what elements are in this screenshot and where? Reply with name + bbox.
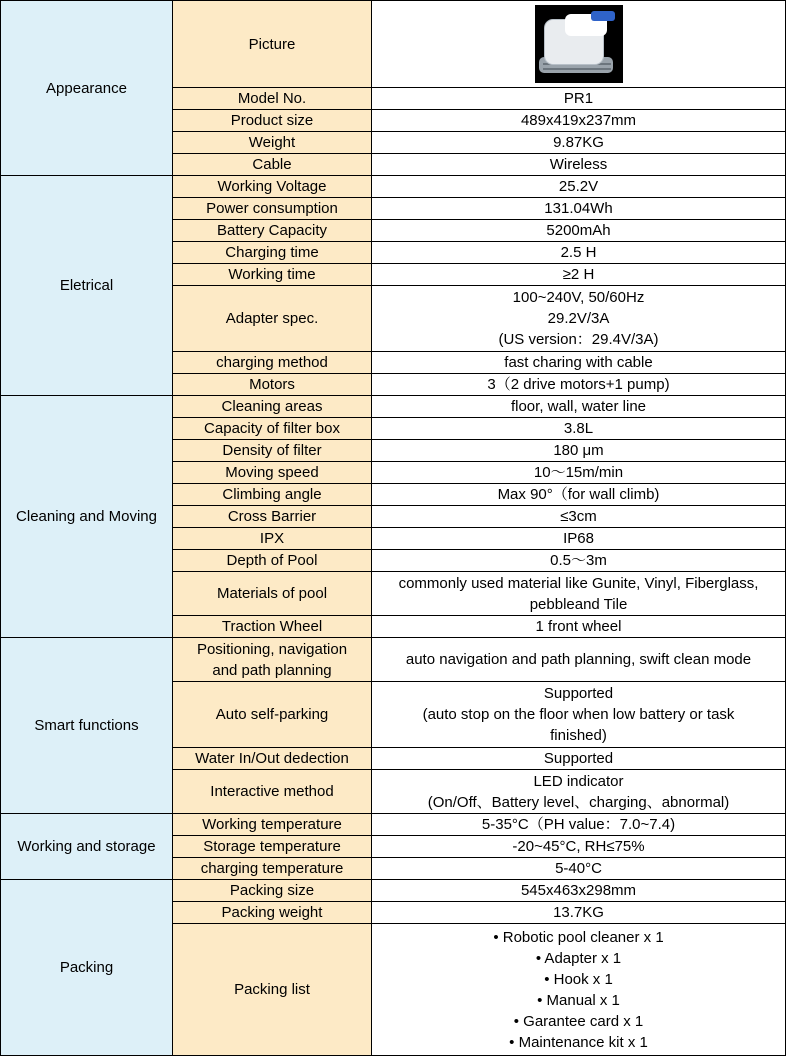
label-weight: Weight <box>173 132 372 154</box>
label-packing-size: Packing size <box>173 880 372 902</box>
value-working-voltage: 25.2V <box>372 176 786 198</box>
packing-list-item: • Manual x 1 <box>537 991 620 1009</box>
product-photo <box>535 5 623 83</box>
value-motors: 3（2 drive motors+1 pump) <box>372 374 786 396</box>
table-row <box>1 638 786 682</box>
parking-line: (auto stop on the floor when low battery or task <box>422 706 735 723</box>
value-filter-density: 180 μm <box>372 440 786 462</box>
label-picture: Picture <box>173 1 372 88</box>
photo-stripe-shape <box>543 68 611 70</box>
value-pool-depth: 0.5～3m <box>372 550 786 572</box>
parking-line: Supported <box>543 685 614 702</box>
value-water-detection: Supported <box>372 748 786 770</box>
label-pool-depth: Depth of Pool <box>173 550 372 572</box>
label-cleaning-areas: Cleaning areas <box>173 396 372 418</box>
photo-band-shape <box>591 11 615 21</box>
category-packing: Packing <box>1 880 173 1056</box>
value-charging-time: 2.5 H <box>372 242 786 264</box>
interactive-line: (On/Off、Battery level、charging、abnormal) <box>427 793 730 811</box>
materials-line: pebbleand Tile <box>529 595 628 613</box>
navigation-label-line: and path planning <box>212 661 332 679</box>
category-appearance: Appearance <box>1 1 173 176</box>
materials-line: commonly used material like Gunite, Vinyl, Fiberglass, <box>398 574 759 592</box>
label-working-voltage: Working Voltage <box>173 176 372 198</box>
label-model: Model No. <box>173 88 372 110</box>
adapter-line: 29.2V/3A <box>547 310 610 327</box>
label-adapter-spec: Adapter spec. <box>173 286 372 352</box>
value-moving-speed: 10～15m/min <box>372 462 786 484</box>
category-working-storage: Working and storage <box>1 814 173 880</box>
value-climbing-angle: Max 90°（for wall climb) <box>372 484 786 506</box>
label-packing-weight: Packing weight <box>173 902 372 924</box>
value-adapter-spec <box>372 286 786 352</box>
value-filter-box: 3.8L <box>372 418 786 440</box>
value-battery-capacity: 5200mAh <box>372 220 786 242</box>
value-packing-list <box>372 924 786 1056</box>
label-navigation <box>173 638 372 682</box>
value-traction-wheel: 1 front wheel <box>372 616 786 638</box>
table-row <box>1 176 786 198</box>
label-power-consumption: Power consumption <box>173 198 372 220</box>
label-filter-density: Density of filter <box>173 440 372 462</box>
label-charging-time: Charging time <box>173 242 372 264</box>
value-navigation: auto navigation and path planning, swift clean mode <box>372 638 786 682</box>
interactive-line: LED indicator <box>533 772 624 790</box>
value-working-time: ≥2 H <box>372 264 786 286</box>
adapter-line: (US version：29.4V/3A) <box>498 331 659 348</box>
label-product-size: Product size <box>173 110 372 132</box>
value-packing-weight: 13.7KG <box>372 902 786 924</box>
value-storage-temperature: -20~45°C, RH≤75% <box>372 836 786 858</box>
category-electrical: Eletrical <box>1 176 173 396</box>
label-charging-temperature: charging temperature <box>173 858 372 880</box>
value-product-size: 489x419x237mm <box>372 110 786 132</box>
value-charging-method: fast charing with cable <box>372 352 786 374</box>
category-cleaning-moving: Cleaning and Moving <box>1 396 173 638</box>
navigation-label-line: Positioning, navigation <box>196 640 348 658</box>
table-row <box>1 1 786 88</box>
packing-list-item: • Garantee card x 1 <box>513 1012 644 1030</box>
label-charging-method: charging method <box>173 352 372 374</box>
label-storage-temperature: Storage temperature <box>173 836 372 858</box>
packing-list-item: • Adapter x 1 <box>535 949 622 967</box>
label-cable: Cable <box>173 154 372 176</box>
label-filter-box: Capacity of filter box <box>173 418 372 440</box>
value-self-parking <box>372 682 786 748</box>
parking-line: finished) <box>550 727 607 744</box>
value-working-temperature: 5-35°C（PH value：7.0~7.4) <box>372 814 786 836</box>
label-moving-speed: Moving speed <box>173 462 372 484</box>
value-model: PR1 <box>372 88 786 110</box>
table-row <box>1 880 786 902</box>
label-interactive-method: Interactive method <box>173 770 372 814</box>
value-cleaning-areas: floor, wall, water line <box>372 396 786 418</box>
packing-list-item: • Hook x 1 <box>544 970 613 988</box>
value-pool-materials <box>372 572 786 616</box>
label-working-time: Working time <box>173 264 372 286</box>
category-smart-functions: Smart functions <box>1 638 173 814</box>
label-ipx: IPX <box>173 528 372 550</box>
table-row <box>1 396 786 418</box>
value-charging-temperature: 5-40°C <box>372 858 786 880</box>
packing-list-item: • Robotic pool cleaner x 1 <box>493 928 664 946</box>
label-water-detection: Water In/Out dedection <box>173 748 372 770</box>
product-picture-cell <box>372 1 786 88</box>
label-packing-list: Packing list <box>173 924 372 1056</box>
value-interactive-method <box>372 770 786 814</box>
label-working-temperature: Working temperature <box>173 814 372 836</box>
value-cross-barrier: ≤3cm <box>372 506 786 528</box>
label-self-parking: Auto self-parking <box>173 682 372 748</box>
packing-list-item: • Maintenance kit x 1 <box>509 1033 648 1051</box>
table-row <box>1 814 786 836</box>
value-ipx: IP68 <box>372 528 786 550</box>
label-battery-capacity: Battery Capacity <box>173 220 372 242</box>
value-packing-size: 545x463x298mm <box>372 880 786 902</box>
value-power-consumption: 131.04Wh <box>372 198 786 220</box>
label-traction-wheel: Traction Wheel <box>173 616 372 638</box>
label-climbing-angle: Climbing angle <box>173 484 372 506</box>
label-motors: Motors <box>173 374 372 396</box>
value-cable: Wireless <box>372 154 786 176</box>
value-weight: 9.87KG <box>372 132 786 154</box>
label-cross-barrier: Cross Barrier <box>173 506 372 528</box>
label-pool-materials: Materials of pool <box>173 572 372 616</box>
adapter-line: 100~240V, 50/60Hz <box>512 289 645 306</box>
